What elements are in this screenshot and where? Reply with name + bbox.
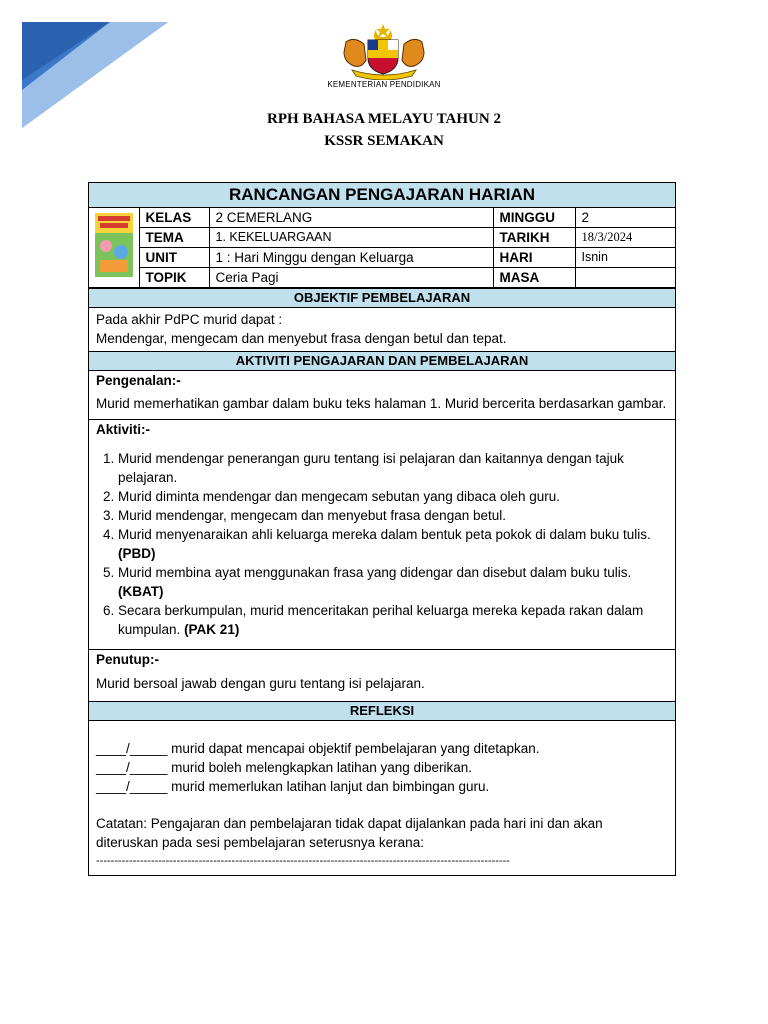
penutup-section <box>89 650 675 702</box>
activity-tag: (KBAT) <box>118 584 164 599</box>
aktiviti-heading: AKTIVITI PENGAJARAN DAN PEMBELAJARAN <box>89 352 675 371</box>
masa-label: MASA <box>493 268 575 288</box>
unit-value: 1 : Hari Minggu dengan Keluarga <box>209 248 493 268</box>
penutup-text: Murid bersoal jawab dengan guru tentang isi pelajaran. <box>96 676 425 691</box>
info-table <box>89 208 675 288</box>
activity-item <box>118 563 668 601</box>
kelas-label: KELAS <box>139 208 209 228</box>
objektif-intro: Pada akhir PdPC murid dapat : <box>96 312 283 327</box>
activity-text: Murid mendengar penerangan guru tentang isi pelajaran dan kaitannya dengan tajuk pelajaran. <box>118 451 624 485</box>
objektif-text: Mendengar, mengecam dan menyebut frasa dengan betul dan tepat. <box>96 331 507 346</box>
activity-text: Murid mendengar, mengecam dan menyebut frasa dengan betul. <box>118 508 506 523</box>
activity-text: Murid menyenaraikan ahli keluarga mereka dalam bentuk peta pokok di dalam buku tulis. <box>118 527 651 542</box>
plan-title: RANCANGAN PENGAJARAN HARIAN <box>89 183 675 208</box>
activity-text: Murid membina ayat menggunakan frasa yang didengar dan disebut dalam buku tulis. <box>118 565 632 580</box>
refleksi-section <box>89 721 675 875</box>
activity-item <box>118 487 668 506</box>
activity-item <box>118 449 668 487</box>
kelas-value: 2 CEMERLANG <box>209 208 493 228</box>
refleksi-line-1: ____/_____ murid dapat mencapai objektif pembelajaran yang ditetapkan. <box>96 741 540 756</box>
activity-text: Murid diminta mendengar dan mengecam sebutan yang dibaca oleh guru. <box>118 489 561 504</box>
pengenalan-label: Pengenalan:- <box>96 373 181 388</box>
activity-item <box>118 506 668 525</box>
textbook-cover-image <box>89 208 139 288</box>
aktiviti-section <box>89 420 675 650</box>
penutup-label: Penutup:- <box>96 652 159 667</box>
pengenalan-text: Murid memerhatikan gambar dalam buku teks halaman 1. Murid bercerita berdasarkan gambar. <box>96 396 667 411</box>
objektif-heading: OBJEKTIF PEMBELAJARAN <box>89 288 675 308</box>
document-subtitle: KSSR SEMAKAN <box>324 133 444 149</box>
tarikh-label: TARIKH <box>493 228 575 248</box>
activity-tag: (PAK 21) <box>184 622 240 637</box>
hari-label: HARI <box>493 248 575 268</box>
refleksi-heading: REFLEKSI <box>89 702 675 721</box>
catatan-text: Catatan: Pengajaran dan pembelajaran tidak dapat dijalankan pada hari ini dan akan diteruskan pada sesi pembelajaran seterusnya kerana: <box>96 816 603 850</box>
tema-value: 1. KEKELUARGAAN <box>209 228 493 248</box>
lesson-plan-table <box>88 182 676 876</box>
ministry-name: KEMENTERIAN PENDIDIKAN <box>327 80 441 89</box>
hari-value: Isnin <box>575 248 675 268</box>
activity-item <box>118 601 668 639</box>
pengenalan-section <box>89 371 675 420</box>
ministry-logo <box>316 22 452 94</box>
document-title: RPH BAHASA MELAYU TAHUN 2 <box>267 111 501 127</box>
book-cover-icon <box>94 212 134 278</box>
unit-label: UNIT <box>139 248 209 268</box>
refleksi-line-2: ____/_____ murid boleh melengkapkan latihan yang diberikan. <box>96 760 473 775</box>
refleksi-line-3: ____/_____ murid memerlukan latihan lanjut dan bimbingan guru. <box>96 779 490 794</box>
minggu-label: MINGGU <box>493 208 575 228</box>
activity-tag: (PBD) <box>118 546 156 561</box>
topik-value: Ceria Pagi <box>209 268 493 288</box>
tema-label: TEMA <box>139 228 209 248</box>
tarikh-value: 18/3/2024 <box>575 228 675 248</box>
catatan-dash-line: ----------------------------------------------------------------------------------------------------------------- <box>96 855 510 867</box>
minggu-value: 2 <box>575 208 675 228</box>
topik-label: TOPIK <box>139 268 209 288</box>
coat-of-arms-icon <box>316 22 452 80</box>
activity-list <box>96 449 668 639</box>
activity-item <box>118 525 668 563</box>
masa-value <box>575 268 675 288</box>
aktiviti-label: Aktiviti:- <box>96 422 150 437</box>
activity-text: Secara berkumpulan, murid menceritakan perihal keluarga mereka kepada rakan dalam kumpulan. <box>118 603 644 637</box>
objektif-section <box>89 308 675 352</box>
